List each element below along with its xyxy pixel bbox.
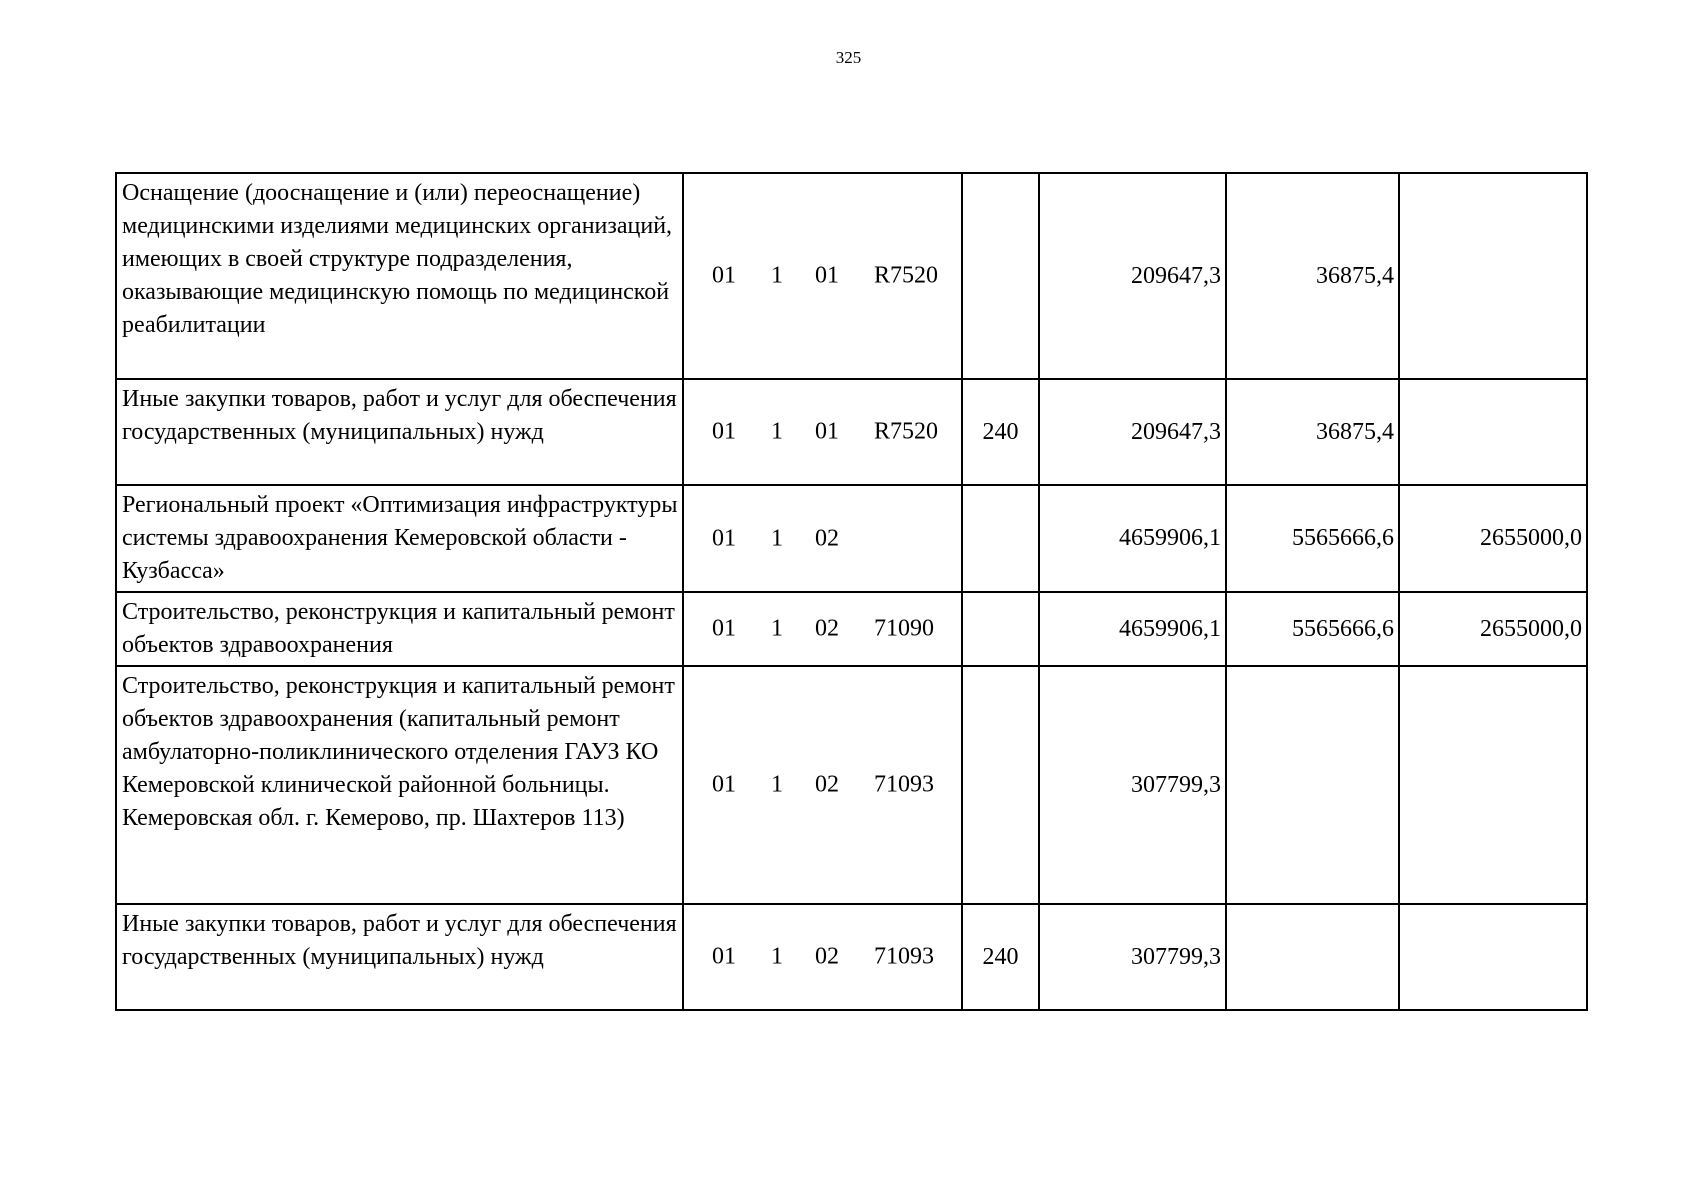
code-section: 01 — [712, 262, 736, 289]
row-sum-1: 4659906,1 — [1039, 592, 1226, 666]
code-section: 01 — [712, 418, 736, 445]
row-sum-1: 307799,3 — [1039, 666, 1226, 904]
row-codes — [683, 485, 962, 592]
code-target-article: R7520 — [874, 262, 939, 289]
code-program: 1 — [771, 771, 783, 798]
table-row — [116, 379, 1587, 485]
row-name: Строительство, реконструкция и капитальный ремонт объектов здравоохранения — [116, 592, 683, 666]
row-sum-1: 307799,3 — [1039, 904, 1226, 1010]
code-subprogram: 02 — [815, 771, 839, 798]
code-program: 1 — [771, 615, 783, 642]
code-program: 1 — [771, 418, 783, 445]
code-subprogram: 01 — [815, 418, 839, 445]
table-row — [116, 173, 1587, 379]
code-section: 01 — [712, 943, 736, 970]
table-row — [116, 592, 1587, 666]
row-codes — [683, 666, 962, 904]
row-name: Строительство, реконструкция и капитальный ремонт объектов здравоохранения (капитальный ремонт амбулаторно-поликлинического отделения ГАУЗ КО Кемеровской клинической районной больницы. Кемеровская обл. г. Кемерово, пр. Шахтеров 113) — [116, 666, 683, 904]
row-expense-type: 240 — [962, 379, 1039, 485]
row-expense-type: 240 — [962, 904, 1039, 1010]
code-section: 01 — [712, 525, 736, 551]
code-target-article: 71093 — [874, 943, 934, 970]
row-sum-3 — [1399, 904, 1587, 1010]
row-sum-3 — [1399, 173, 1587, 379]
row-expense-type — [962, 666, 1039, 904]
table-row — [116, 485, 1587, 592]
code-program: 1 — [771, 262, 783, 289]
row-codes — [683, 592, 962, 666]
code-subprogram: 02 — [815, 615, 839, 642]
row-expense-type — [962, 485, 1039, 592]
row-sum-3 — [1399, 666, 1587, 904]
row-name: Региональный проект «Оптимизация инфраструктуры системы здравоохранения Кемеровской области - Кузбасса» — [116, 485, 683, 592]
row-sum-1: 209647,3 — [1039, 173, 1226, 379]
row-name: Оснащение (дооснащение и (или) переоснащение) медицинскими изделиями медицинских организаций, имеющих в своей структуре подразделения, оказывающие медицинскую помощь по медицинской реабилитации — [116, 173, 683, 379]
code-target-article: 71093 — [874, 771, 934, 798]
row-codes — [683, 379, 962, 485]
row-expense-type — [962, 173, 1039, 379]
row-sum-2 — [1226, 904, 1399, 1010]
row-sum-2: 36875,4 — [1226, 379, 1399, 485]
budget-table — [115, 172, 1588, 1011]
code-target-article: R7520 — [874, 418, 939, 445]
row-sum-2: 5565666,6 — [1226, 592, 1399, 666]
code-subprogram: 02 — [815, 943, 839, 970]
row-name: Иные закупки товаров, работ и услуг для обеспечения государственных (муниципальных) нужд — [116, 379, 683, 485]
table-row — [116, 666, 1587, 904]
row-sum-2: 5565666,6 — [1226, 485, 1399, 592]
row-name: Иные закупки товаров, работ и услуг для обеспечения государственных (муниципальных) нужд — [116, 904, 683, 1010]
row-sum-2 — [1226, 666, 1399, 904]
code-subprogram: 02 — [815, 525, 839, 551]
code-subprogram: 01 — [815, 262, 839, 289]
row-sum-1: 209647,3 — [1039, 379, 1226, 485]
row-codes — [683, 904, 962, 1010]
row-codes — [683, 173, 962, 379]
row-sum-3: 2655000,0 — [1399, 485, 1587, 592]
code-section: 01 — [712, 615, 736, 642]
row-sum-3: 2655000,0 — [1399, 592, 1587, 666]
code-program: 1 — [771, 943, 783, 970]
row-expense-type — [962, 592, 1039, 666]
page-number: 325 — [835, 48, 862, 67]
row-sum-1: 4659906,1 — [1039, 485, 1226, 592]
table-row — [116, 904, 1587, 1010]
row-sum-3 — [1399, 379, 1587, 485]
code-target-article: 71090 — [874, 615, 934, 642]
row-sum-2: 36875,4 — [1226, 173, 1399, 379]
code-section: 01 — [712, 771, 736, 798]
code-program: 1 — [771, 525, 783, 551]
